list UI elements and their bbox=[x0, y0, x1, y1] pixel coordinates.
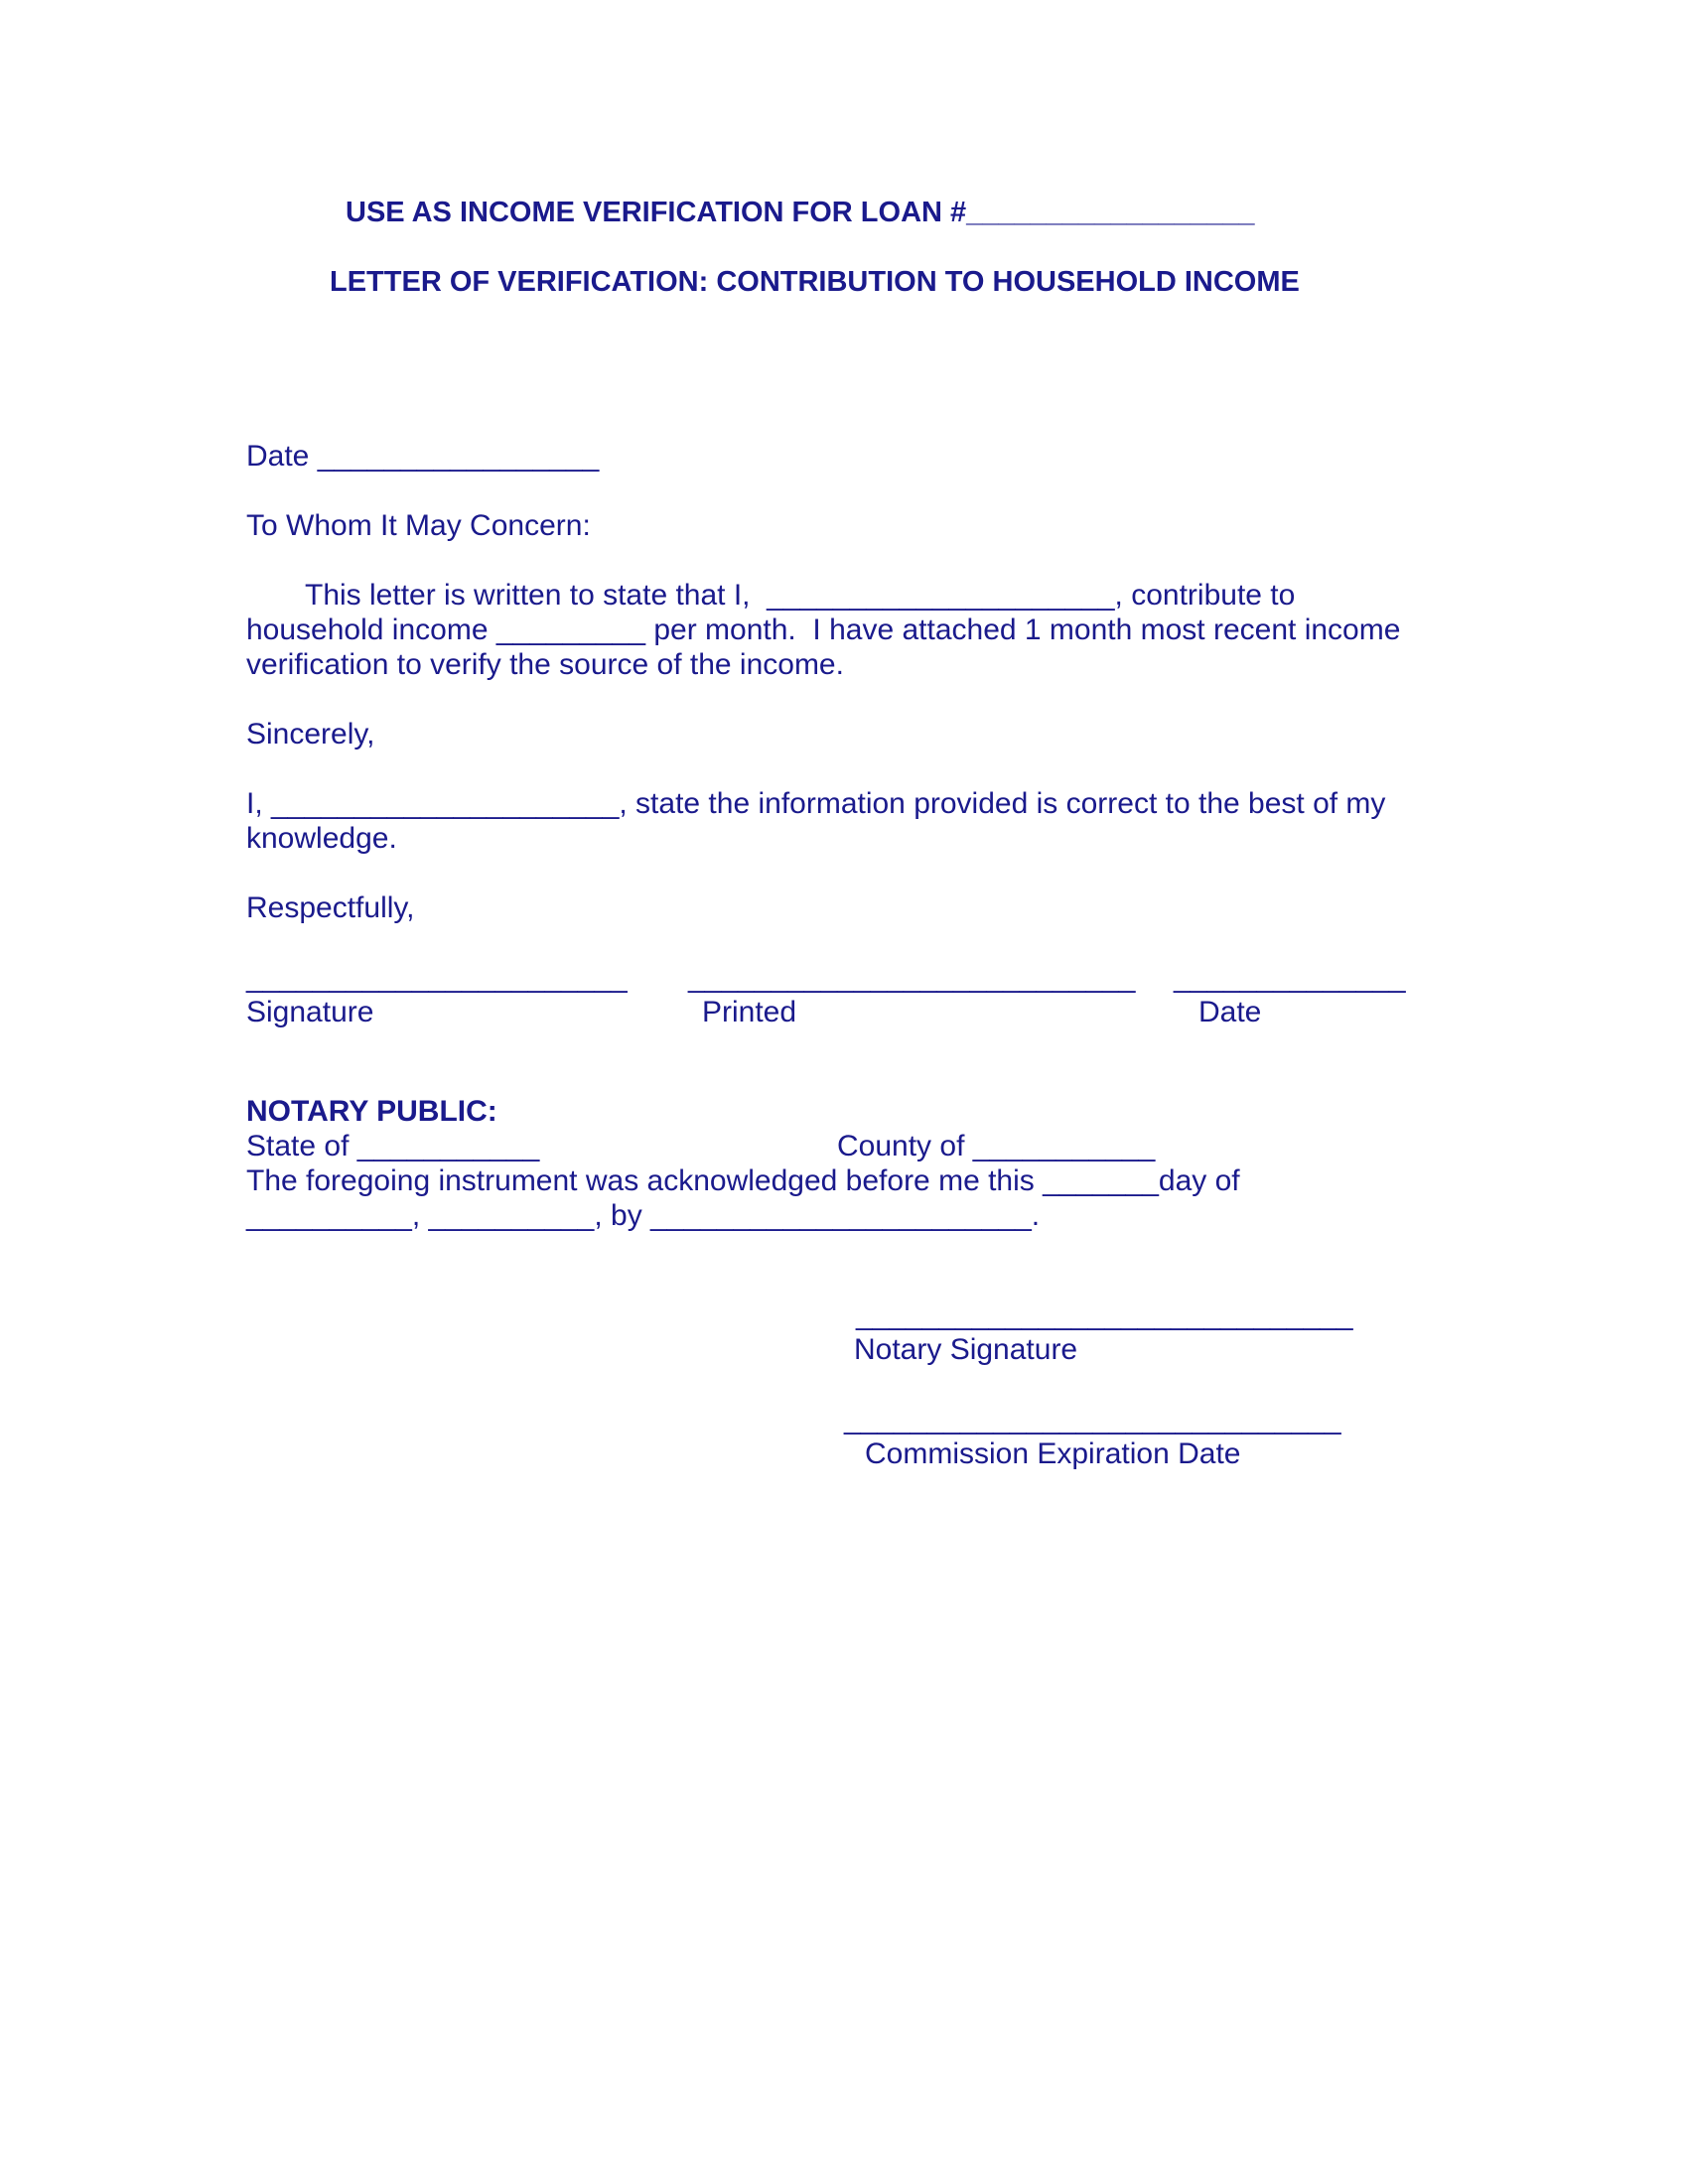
salutation: To Whom It May Concern: bbox=[246, 509, 591, 542]
notary-heading: NOTARY PUBLIC: bbox=[246, 1095, 497, 1128]
attestation-line-1: I, _____________________, state the information provided is correct to the best of my bbox=[246, 787, 1386, 820]
commission-expiration-label: Commission Expiration Date bbox=[865, 1437, 1241, 1470]
notary-signature-rule: ______________________________ bbox=[856, 1298, 1353, 1331]
attestation-line-2: knowledge. bbox=[246, 822, 397, 855]
notary-signature-label: Notary Signature bbox=[854, 1333, 1078, 1366]
state-of-line: State of ___________ bbox=[246, 1130, 540, 1162]
signature-label: Signature bbox=[246, 996, 374, 1028]
loan-number-line: USE AS INCOME VERIFICATION FOR LOAN #__________________ bbox=[346, 197, 1255, 228]
printed-label: Printed bbox=[702, 996, 797, 1028]
county-of-line: County of ___________ bbox=[837, 1130, 1156, 1162]
body-line-2: household income _________ per month. I have attached 1 month most recent income bbox=[246, 614, 1401, 646]
date-rule: ______________ bbox=[1174, 961, 1406, 994]
printed-name-rule: ___________________________ bbox=[688, 961, 1136, 994]
body-line-3: verification to verify the source of the income. bbox=[246, 648, 844, 681]
closing-respectfully: Respectfully, bbox=[246, 891, 415, 924]
date-label: Date bbox=[1198, 996, 1262, 1028]
signature-rule: _______________________ bbox=[246, 961, 628, 994]
date-line: Date _________________ bbox=[246, 440, 600, 473]
commission-expiration-rule: ______________________________ bbox=[844, 1403, 1341, 1435]
acknowledgement-line-2: __________, __________, by _______________________. bbox=[246, 1199, 1041, 1232]
closing-sincerely: Sincerely, bbox=[246, 718, 375, 751]
page-title: LETTER OF VERIFICATION: CONTRIBUTION TO HOUSEHOLD INCOME bbox=[330, 266, 1300, 298]
body-line-1: This letter is written to state that I, _____________________, contribute to bbox=[305, 579, 1296, 612]
acknowledgement-line-1: The foregoing instrument was acknowledged before me this _______day of bbox=[246, 1164, 1240, 1197]
